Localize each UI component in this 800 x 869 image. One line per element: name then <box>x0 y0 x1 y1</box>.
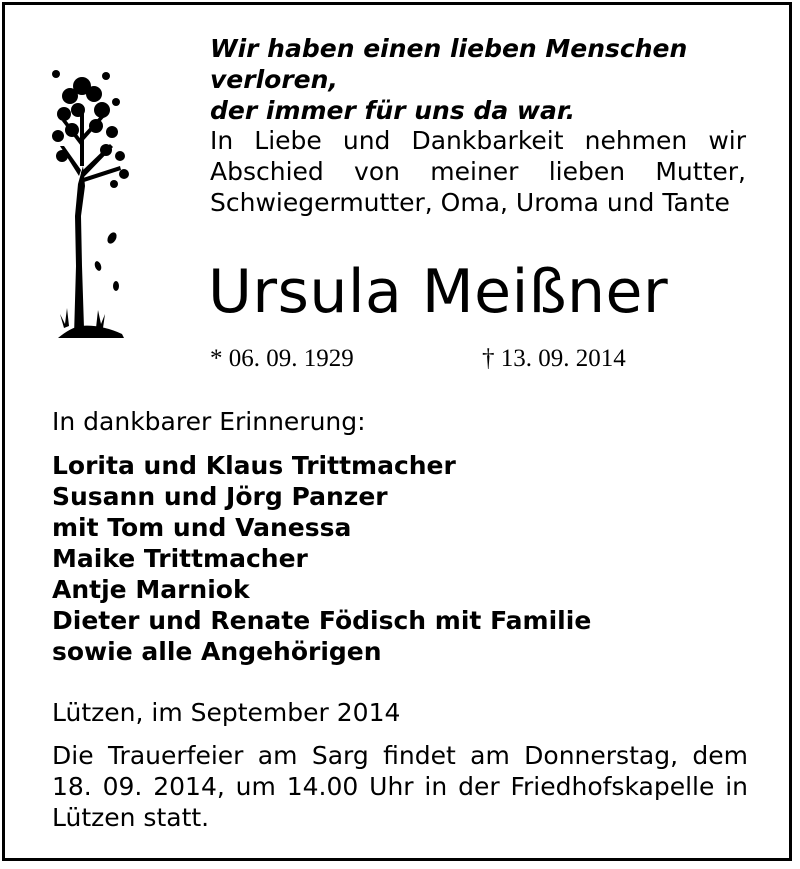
mourner-entry: Antje Marniok <box>52 575 250 604</box>
headline-line: Wir haben einen lieben Menschen verloren, <box>210 34 688 94</box>
birth-date: * 06. 09. 1929 <box>210 345 354 372</box>
headline-line: der immer für uns da war. <box>210 96 576 125</box>
service-line: Lützen statt. <box>52 803 210 832</box>
deceased-name: Ursula Meißner <box>208 257 669 327</box>
intro-line: Abschied von meiner lieben Mutter, <box>210 157 746 186</box>
mourners-heading: In dankbarer Erinnerung: <box>52 407 366 436</box>
intro-text <box>210 125 746 218</box>
mourner-entry: Maike Trittmacher <box>52 544 308 573</box>
mourner-entry: mit Tom und Vanessa <box>52 513 352 542</box>
service-info <box>52 740 748 833</box>
headline <box>210 33 770 126</box>
mourner-entry: Lorita und Klaus Trittmacher <box>52 451 456 480</box>
life-dates <box>210 343 626 375</box>
service-line: Die Trauerfeier am Sarg findet am Donnerstag, dem <box>52 741 748 770</box>
mourners-list <box>52 450 591 667</box>
mourner-entry: sowie alle Angehörigen <box>52 637 382 666</box>
mourner-entry: Dieter und Renate Födisch mit Familie <box>52 606 592 635</box>
service-line: 18. 09. 2014, um 14.00 Uhr in der Friedhofskapelle in <box>52 772 748 801</box>
place-date: Lützen, im September 2014 <box>52 698 401 727</box>
intro-line: Schwiegermutter, Oma, Uroma und Tante <box>210 188 730 217</box>
intro-line: In Liebe und Dankbarkeit nehmen wir <box>210 126 746 155</box>
death-date: † 13. 09. 2014 <box>482 345 626 372</box>
mourner-entry: Susann und Jörg Panzer <box>52 482 388 511</box>
tree-icon <box>50 66 130 341</box>
